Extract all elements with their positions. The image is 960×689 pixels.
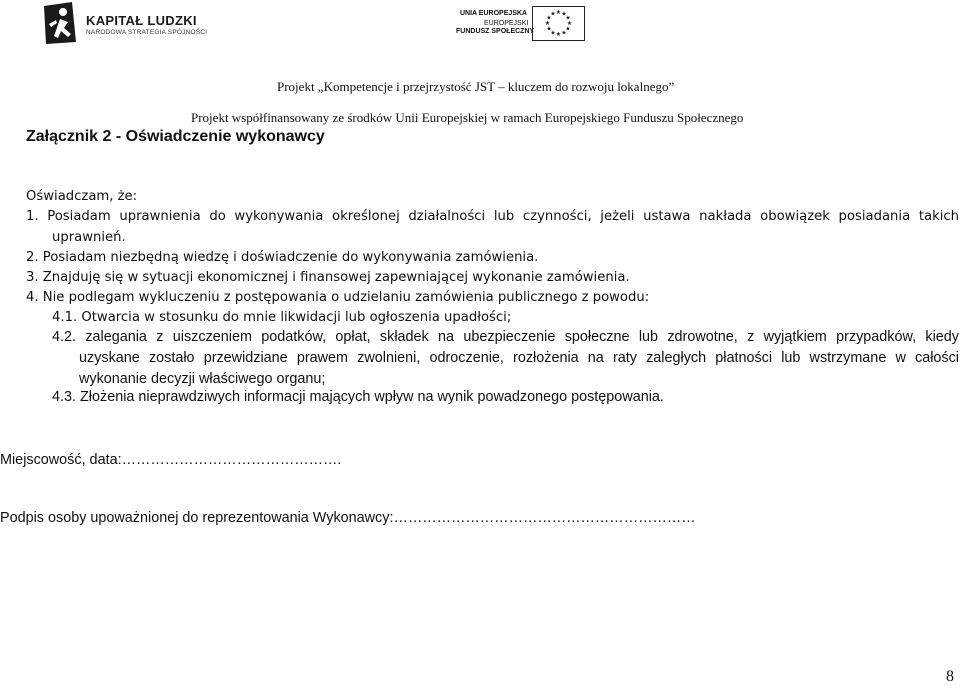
svg-text:★: ★: [565, 14, 571, 22]
kapital-ludzki-subtitle: NARODOWA STRATEGIA SPÓJNOŚCI: [86, 29, 208, 36]
project-funding-note: Projekt współfinansowany ze środków Unii Europejskiej w ramach Europejskiego Funduszu Społecznego: [191, 110, 744, 125]
svg-text:★: ★: [544, 20, 551, 27]
svg-text:★: ★: [555, 9, 562, 16]
kapital-ludzki-emblem-icon: [44, 2, 78, 44]
svg-text:★: ★: [565, 25, 571, 33]
svg-text:★: ★: [566, 20, 573, 27]
place-date-field: Miejscowość, data:……………………………………….: [0, 452, 342, 468]
eu-logo-line1: UNIA EUROPEJSKA: [460, 10, 528, 17]
intro-text: Oświadczam, że:: [26, 189, 138, 204]
svg-text:★: ★: [561, 29, 567, 37]
eu-logo-line2: EUROPEJSKI: [484, 20, 529, 27]
item-4-1: 4.1. Otwarcia w stosunku do mnie likwidacji lub ogłoszenia upadłości;: [52, 310, 512, 325]
item-4-2-line3: wykonanie decyzji właściwego organu;: [79, 371, 326, 387]
item-1-line2: uprawnień.: [52, 230, 126, 245]
page-number: 8: [946, 668, 954, 685]
eu-logo-line3: FUNDUSZ SPOŁECZNY: [456, 28, 535, 35]
project-title: Projekt „Kompetencje i przejrzystość JST – kluczem do rozwoju lokalnego”: [277, 79, 675, 94]
item-4-3: 4.3. Złożenia nieprawdziwych informacji mających wpływ na wynik powadzonego postępowania.: [52, 389, 664, 405]
eu-stars-icon: [533, 7, 584, 40]
kapital-ludzki-title: KAPITAŁ LUDZKI: [86, 13, 197, 28]
svg-text:★: ★: [550, 10, 556, 18]
svg-text:★: ★: [546, 25, 552, 33]
svg-text:★: ★: [561, 10, 567, 18]
item-1-line1: 1. Posiadam uprawnienia do wykonywania określonej działalności lub czynności, jeżeli ustawa nakłada obowiązek posiadania takich: [26, 209, 959, 224]
item-4: 4. Nie podlegam wykluczeniu z postępowania o udzielaniu zamówienia publicznego z powodu:: [26, 290, 650, 305]
signature-field: Podpis osoby upoważnionej do reprezentowania Wykonawcy:………………………………………………………: [0, 510, 696, 526]
item-2: 2. Posiadam niezbędną wiedzę i doświadczenie do wykonywania zamówienia.: [26, 250, 539, 265]
svg-text:★: ★: [555, 31, 562, 38]
eu-flag-icon: [532, 6, 585, 41]
eu-logo: [456, 6, 586, 42]
document-title: Załącznik 2 - Oświadczenie wykonawcy: [26, 128, 325, 145]
item-3: 3. Znajduję się w sytuacji ekonomicznej i finansowej zapewniającej wykonanie zamówienia.: [26, 270, 630, 285]
kapital-ludzki-logo: [44, 2, 208, 44]
svg-text:★: ★: [546, 14, 552, 22]
item-4-2-line2: uzyskane zostało przewidziane prawem zwolnieni, odroczenie, rozłożenia na raty zaległych płatności lub wstrzymane w całości: [79, 350, 959, 366]
item-4-2-line1: 4.2. zalegania z uiszczeniem podatków, opłat, składek na ubezpieczenie społeczne lub zdrowotne, z wyjątkiem przypadków, kiedy: [52, 329, 959, 345]
svg-text:★: ★: [550, 29, 556, 37]
